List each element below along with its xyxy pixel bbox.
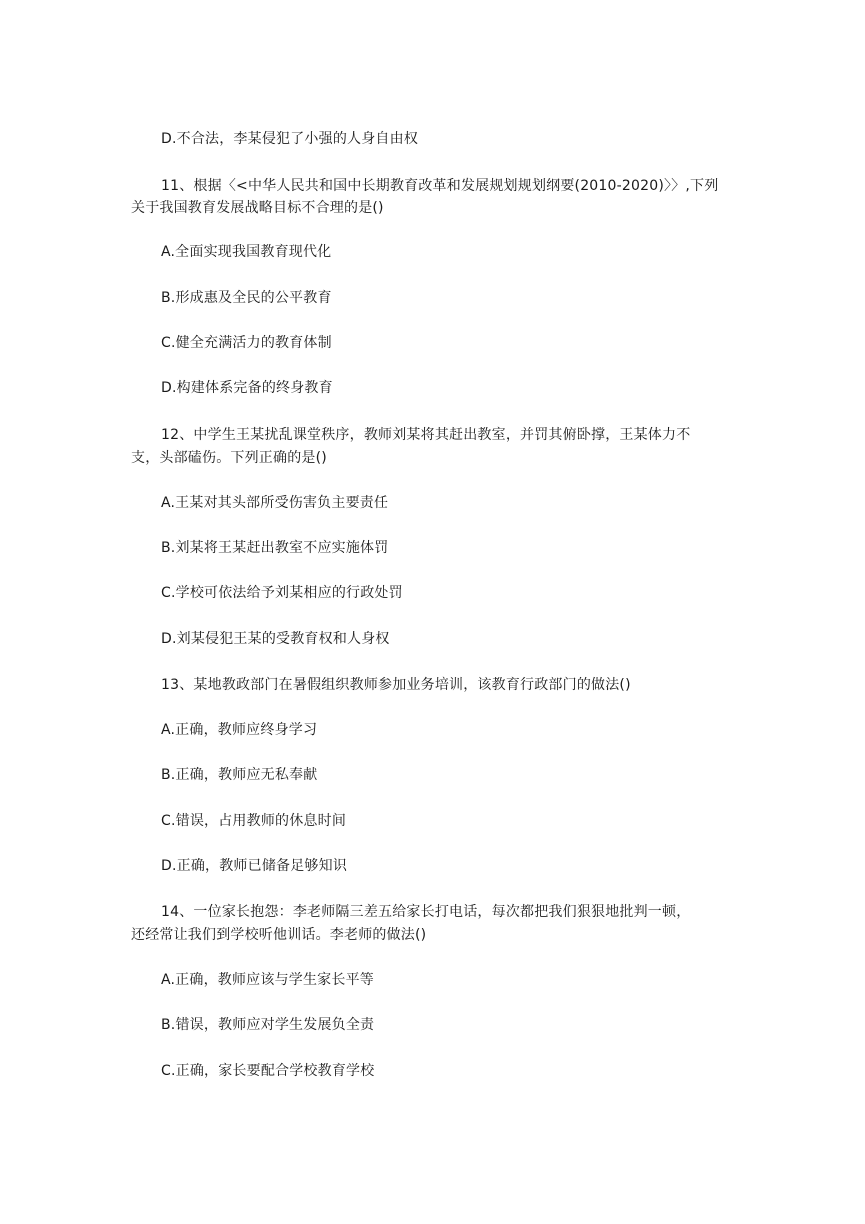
option-d-q13: D.正确，教师已储备足够知识 xyxy=(161,858,348,874)
question-14-line-2: 还经常让我们到学校听他训话。李老师的做法() xyxy=(131,927,427,943)
question-12-line-2: 支，头部磕伤。下列正确的是() xyxy=(131,450,327,466)
option-a-q13: A.正确，教师应终身学习 xyxy=(161,722,318,738)
option-b-q11: B.形成惠及全民的公平教育 xyxy=(161,290,332,306)
option-c-q14: C.正确，家长要配合学校教育学校 xyxy=(161,1063,375,1079)
option-a-q14: A.正确，教师应该与学生家长平等 xyxy=(161,972,374,988)
option-a-q11: A.全面实现我国教育现代化 xyxy=(161,244,332,260)
question-14-line-1: 14、一位家长抱怨：李老师隔三差五给家长打电话，每次都把我们狠狠地批判一顿， xyxy=(161,904,691,920)
question-11-line-2: 关于我国教育发展战略目标不合理的是() xyxy=(131,200,384,216)
option-c-q13: C.错误，占用教师的休息时间 xyxy=(161,813,347,829)
option-c-q11: C.健全充满活力的教育体制 xyxy=(161,335,332,351)
option-a-q12: A.王某对其头部所受伤害负主要责任 xyxy=(161,495,389,511)
option-c-q12: C.学校可依法给予刘某相应的行政处罚 xyxy=(161,585,403,601)
option-d-q12: D.刘某侵犯王某的受教育权和人身权 xyxy=(161,631,390,647)
question-11-line-1: 11、根据〈<中华人民共和国中长期教育改革和发展规划规划纲要(2010-2020)〉〉,下列 xyxy=(161,178,719,194)
option-d-q11: D.构建体系完备的终身教育 xyxy=(161,380,333,396)
option-d-q10: D.不合法，李某侵犯了小强的人身自由权 xyxy=(161,131,419,147)
question-13: 13、某地教政部门在暑假组织教师参加业务培训，该教育行政部门的做法() xyxy=(161,677,631,693)
option-b-q13: B.正确，教师应无私奉献 xyxy=(161,767,318,783)
option-b-q14: B.错误，教师应对学生发展负全责 xyxy=(161,1017,375,1033)
question-12-line-1: 12、中学生王某扰乱课堂秩序，教师刘某将其赶出教室，并罚其俯卧撑，王某体力不 xyxy=(161,427,691,443)
option-b-q12: B.刘某将王某赶出教室不应实施体罚 xyxy=(161,540,389,556)
